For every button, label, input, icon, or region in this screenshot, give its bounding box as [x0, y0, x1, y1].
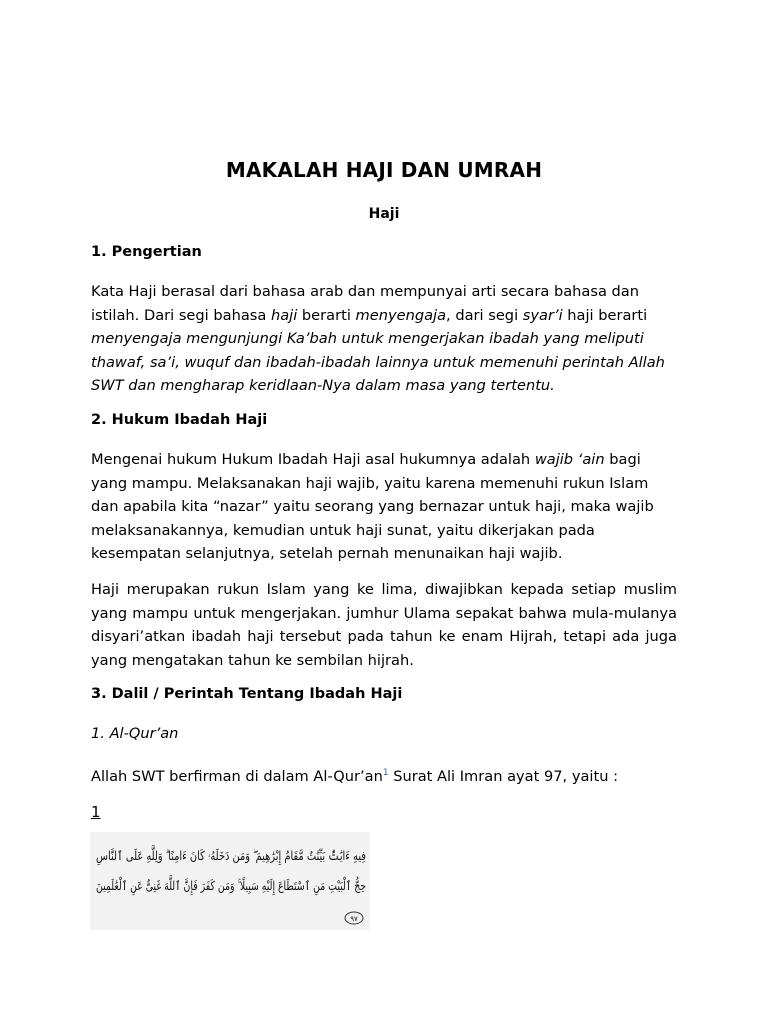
subheading-al-quran: 1. Al-Qur’an	[91, 725, 179, 742]
paragraph-hukum	[91, 448, 671, 566]
footnote-reference[interactable]: 1	[91, 803, 101, 821]
verse-number: ٩٧	[350, 915, 358, 923]
section-subtitle-haji: Haji	[368, 206, 400, 222]
heading-pengertian: 1. Pengertian	[91, 244, 202, 260]
text-run: Kata Haji berasal dari bahasa arab dan mempunyai arti secara bahasa dan istilah. Dari segi bahasa	[91, 283, 639, 324]
italic-wajib-ain: wajib ‘ain	[534, 451, 605, 468]
text-run: Mengenai hukum Hukum Ibadah Haji asal hukumnya adalah	[91, 451, 535, 468]
text-run: berarti	[297, 306, 356, 324]
text-run: Haji merupakan rukun Islam yang ke lima, diwajibkan kepada setiap muslim yang mampu untuk mengerjakan. jumhur Ulama sepakat bahwa mula-mulanya disyari’atkan ibadah haji tersebut pada tahun ke enam Hijrah, tetapi ada juga yang mengatakan tahun ke sembilan hijrah.	[91, 581, 677, 669]
text-run: haji berarti	[562, 306, 648, 324]
text-run: Allah SWT berfirman di dalam Al-Qur’an	[91, 767, 383, 785]
arabic-line-1: فِيهِ ءَايَٰتٌۢ بَيِّنَٰتٌ مَّقَامُ إِبْرَٰهِيمَ ۖ وَمَن دَخَلَهُۥ كَانَ ءَامِنًا ۗ وَلِلَّهِ عَلَى ٱلنَّاسِ	[96, 848, 440, 863]
text-run: bagi yang mampu. Melaksanakan haji wajib, yaitu karena memenuhi rukun Islam dan apabila kita “nazar” yaitu seorang yang bernazar untuk haji, maka wajib melaksanakannya, kemudian untuk haji sunat, yaitu dikerjakan pada kesempatan selanjutnya, setelah pernah menunaikan haji wajib.	[91, 451, 654, 563]
footnote-superscript[interactable]: 1	[382, 768, 389, 778]
paragraph-allah-berfirman	[91, 762, 671, 788]
paragraph-rukun-islam	[91, 578, 677, 672]
text-run: , dari segi	[446, 306, 523, 324]
italic-haji: haji	[270, 306, 298, 324]
verse-number-marker	[345, 912, 363, 924]
heading-hukum-ibadah-haji: 2. Hukum Ibadah Haji	[91, 412, 268, 428]
heading-dalil: 3. Dalil / Perintah Tentang Ibadah Haji	[91, 686, 403, 702]
document-title: MAKALAH HAJI DAN UMRAH	[225, 158, 543, 182]
text-run: Surat Ali Imran ayat 97, yaitu :	[388, 767, 618, 785]
italic-syari: syar’i	[522, 306, 563, 324]
paragraph-pengertian	[91, 280, 671, 398]
italic-menyengaja: menyengaja	[355, 306, 447, 324]
arabic-line-2: حِجُّ ٱلْبَيْتِ مَنِ ٱسْتَطَاعَ إِلَيْهِ سَبِيلًا ۚ وَمَن كَفَرَ فَإِنَّ ٱللَّهَ غَنِىٌّ عَنِ ٱلْعَٰلَمِينَ	[96, 878, 458, 893]
arabic-verse-image	[90, 832, 458, 930]
italic-definition: menyengaja mengunjungi Ka’bah untuk mengerjakan ibadah yang meliputi thawaf, sa’i, wuquf dan ibadah-ibadah lainnya untuk memenuhi perintah Allah SWT dan mengharap keridlaan-Nya dalam masa yang tertentu.	[91, 330, 665, 395]
arabic-verse-graphic	[90, 832, 458, 930]
